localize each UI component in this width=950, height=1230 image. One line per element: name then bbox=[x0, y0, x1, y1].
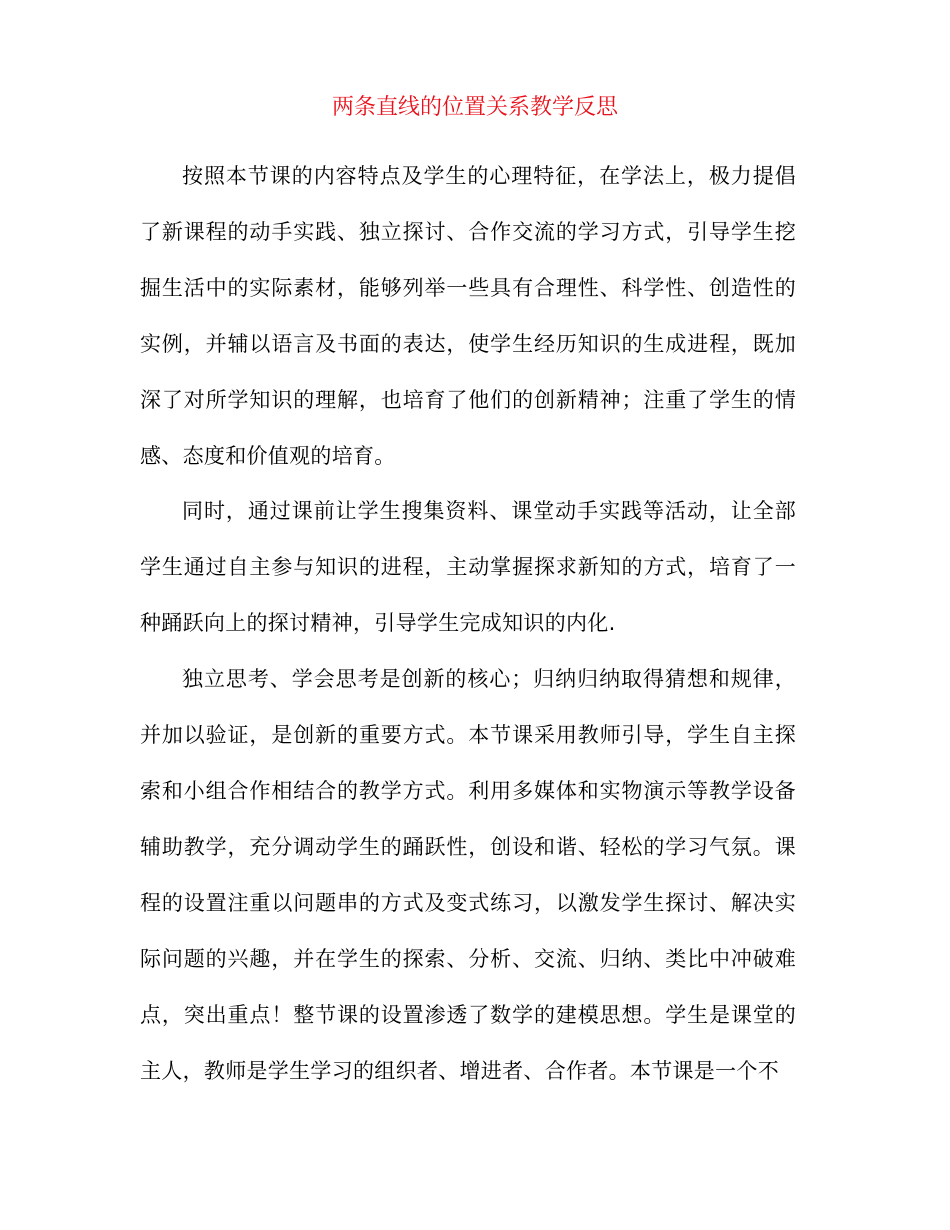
paragraph-3: 独立思考、学会思考是创新的核心；归纳归纳取得猜想和规律，并加以验证，是创新的重要方式。本节课采用教师引导，学生自主探索和小组合作相结合的教学方式。利用多媒体和实物演示等教学设备辅助教学，充分调动学生的踊跃性，创设和谐、轻松的学习气氛。课程的设置注重以问题串的方式及变式练习，以激发学生探讨、解决实际问题的兴趣，并在学生的探索、分析、交流、归纳、类比中冲破难点，突出重点！整节课的设置渗透了数学的建模思想。学生是课堂的主人，教师是学生学习的组织者、增进者、合作者。本节课是一个不 bbox=[140, 667, 796, 1083]
document-body bbox=[140, 149, 796, 1099]
paragraph-1: 按照本节课的内容特点及学生的心理特征，在学法上，极力提倡了新课程的动手实践、独立探讨、合作交流的学习方式，引导学生挖掘生活中的实际素材，能够列举一些具有合理性、科学性、创造性的实例，并辅以语言及书面的表达，使学生经历知识的生成进程，既加深了对所学知识的理解，也培育了他们的创新精神；注重了学生的情感、态度和价值观的培育。 bbox=[140, 164, 796, 468]
document-title: 两条直线的位置关系教学反思 bbox=[331, 95, 618, 120]
paragraph-2: 同时，通过课前让学生搜集资料、课堂动手实践等活动，让全部学生通过自主参与知识的进程，主动掌握探求新知的方式，培育了一种踊跃向上的探讨精神，引导学生完成知识的内化. bbox=[140, 499, 796, 636]
